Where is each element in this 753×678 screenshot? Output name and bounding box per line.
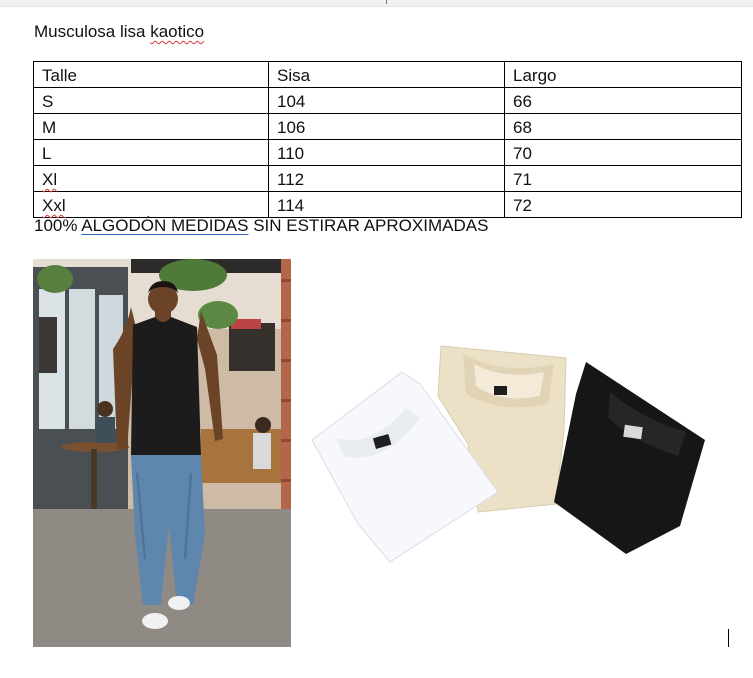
ruler-bar <box>0 0 753 7</box>
cell-largo: 71 <box>505 166 742 192</box>
ruler-tick <box>386 0 387 4</box>
note-suffix: SIN ESTIRAR APROXIMADAS <box>248 216 489 235</box>
cell-sisa: 112 <box>269 166 505 192</box>
model-photo-illustration <box>33 259 291 647</box>
cell-largo: 68 <box>505 114 742 140</box>
title-text: Musculosa lisa <box>34 22 151 41</box>
table-row <box>34 166 742 192</box>
note-prefix: 100% <box>34 216 82 235</box>
text-cursor <box>728 629 729 647</box>
table-row <box>34 88 742 114</box>
table-header-row <box>34 62 742 88</box>
cell-sisa: 110 <box>269 140 505 166</box>
header-talle: Talle <box>34 62 269 88</box>
table-row <box>34 114 742 140</box>
cell-talle: S <box>34 88 269 114</box>
header-largo: Largo <box>505 62 742 88</box>
model-photo[interactable] <box>33 259 291 647</box>
cell-largo: 66 <box>505 88 742 114</box>
cell-talle <box>34 166 269 192</box>
misspelled-size[interactable]: Xl <box>42 170 58 189</box>
cell-largo: 70 <box>505 140 742 166</box>
misspelled-size[interactable]: Xxl <box>42 196 66 215</box>
cell-talle <box>34 192 269 218</box>
material-note <box>34 215 488 237</box>
cell-sisa: 106 <box>269 114 505 140</box>
note-grammar-flag[interactable]: ALGODÓN MEDIDAS <box>81 216 249 235</box>
title-misspelled-word[interactable]: kaotico <box>150 22 205 41</box>
document-title <box>34 21 204 43</box>
black-shirt <box>554 362 705 554</box>
table-row <box>34 192 742 218</box>
header-sisa: Sisa <box>269 62 505 88</box>
cell-talle: M <box>34 114 269 140</box>
folded-shirts-illustration <box>308 336 712 568</box>
cell-talle: L <box>34 140 269 166</box>
size-table <box>33 61 742 218</box>
table-row <box>34 140 742 166</box>
cell-largo: 72 <box>505 192 742 218</box>
cell-sisa: 104 <box>269 88 505 114</box>
cell-sisa: 114 <box>269 192 505 218</box>
folded-shirts-photo[interactable] <box>308 336 712 568</box>
